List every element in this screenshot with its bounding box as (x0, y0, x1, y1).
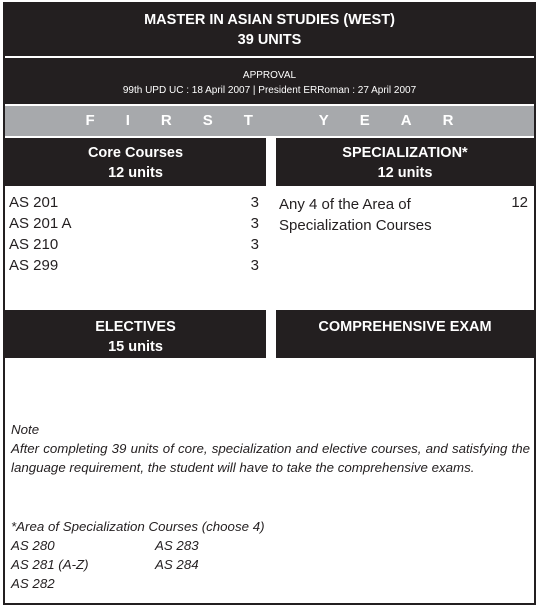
program-header (5, 4, 534, 56)
course-code: AS 299 (9, 257, 59, 274)
core-course-row (9, 234, 259, 255)
year-banner: FIRST YEAR (5, 106, 534, 136)
electives-units: 15 units (108, 339, 163, 355)
core-courses-units: 12 units (108, 165, 163, 181)
area-of-specialization-section (11, 517, 411, 593)
electives-title: ELECTIVES (95, 319, 176, 335)
program-total-units: 39 UNITS (237, 32, 302, 48)
electives-header (5, 310, 266, 358)
specialization-title: SPECIALIZATION* (342, 145, 468, 161)
area-of-specialization-title: *Area of Specialization Courses (choose 4) (11, 519, 265, 534)
specialization-course: AS 284 (155, 557, 199, 572)
curriculum-sheet (3, 2, 536, 605)
comprehensive-exam-title: COMPREHENSIVE EXAM (318, 319, 492, 335)
comprehensive-exam-header (276, 310, 534, 358)
course-units: 3 (250, 257, 259, 274)
specialization-course: AS 281 (A-Z) (11, 557, 89, 572)
course-code: AS 210 (9, 236, 59, 253)
specialization-course: AS 282 (11, 576, 55, 591)
program-title: MASTER IN ASIAN STUDIES (WEST) (144, 12, 395, 28)
core-course-row (9, 213, 259, 234)
core-courses-header (5, 138, 266, 186)
course-code: AS 201 (9, 194, 59, 211)
specialization-units: 12 units (377, 165, 433, 181)
specialization-description: Any 4 of the Area of Specialization Courses (279, 196, 432, 234)
core-course-row (9, 255, 259, 276)
course-code: AS 201 A (9, 215, 72, 232)
course-units: 3 (250, 194, 259, 211)
approval-details: 99th UPD UC : 18 April 2007 | President ERRoman : 27 April 2007 (122, 85, 417, 96)
specialization-header (276, 138, 534, 186)
core-course-row (9, 192, 259, 213)
core-courses-title: Core Courses (87, 145, 184, 161)
course-units: 3 (250, 236, 259, 253)
specialization-course: AS 283 (155, 538, 199, 553)
approval-label: APPROVAL (242, 70, 297, 81)
approval-box (5, 58, 534, 104)
note-title: Note (11, 422, 40, 437)
note-section (11, 420, 530, 477)
core-course-list (9, 192, 259, 276)
area-of-specialization-list (11, 536, 411, 593)
course-units: 3 (250, 215, 259, 232)
note-body: After completing 39 units of core, specialization and elective courses, and satisfying the language requirement, the student will have to take the comprehensive exams. (11, 441, 530, 475)
specialization-description-units: 12 (511, 194, 528, 211)
specialization-course: AS 280 (11, 538, 55, 553)
